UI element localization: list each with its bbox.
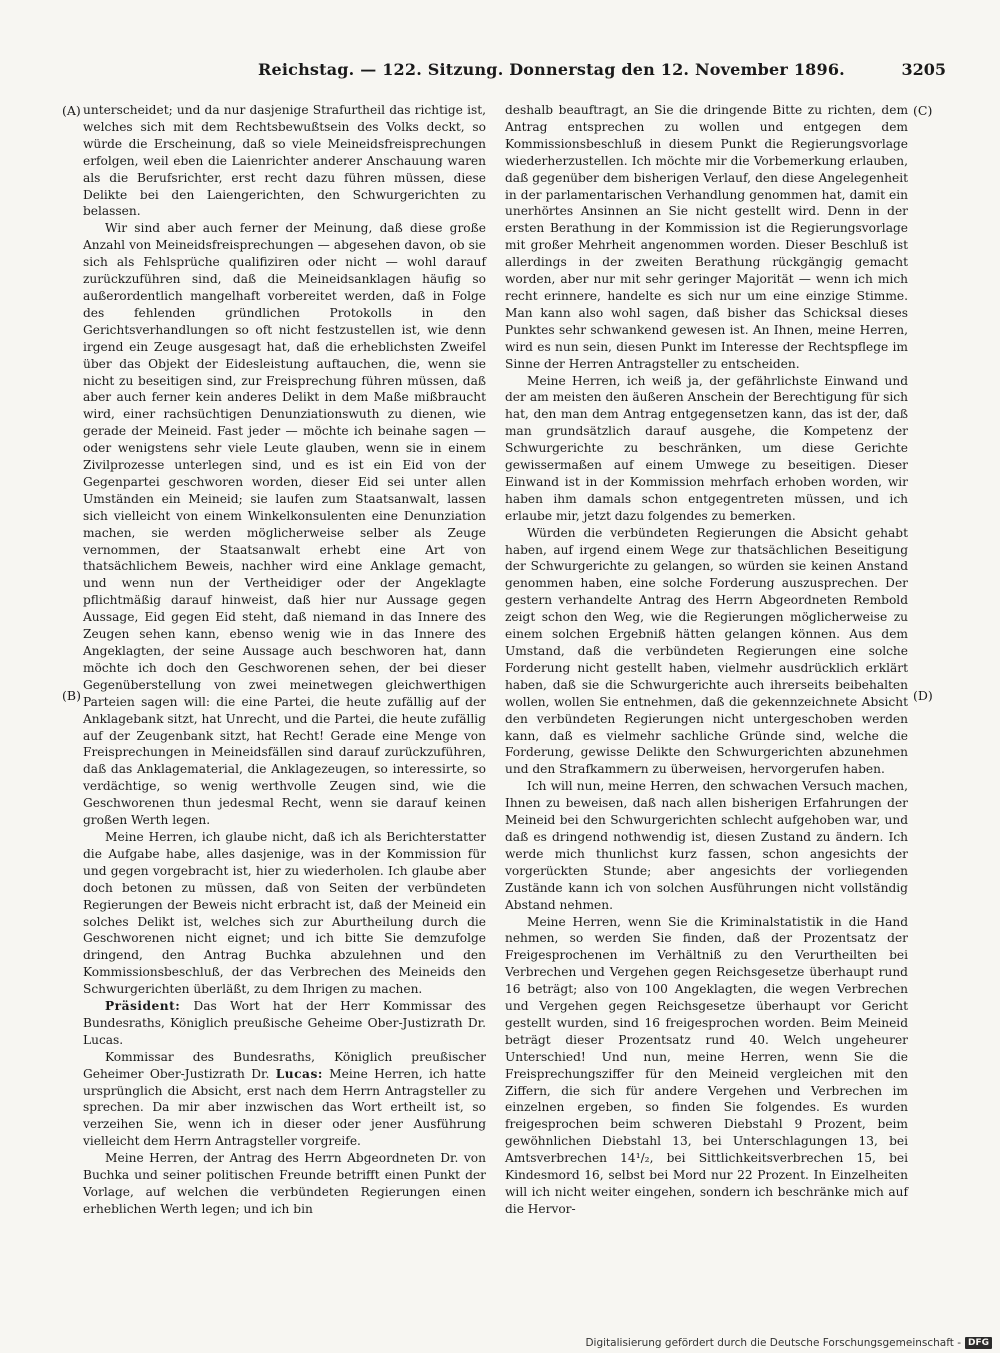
speaker-name: Präsident: [105, 999, 181, 1014]
paragraph: Meine Herren, wenn Sie die Kriminalstatistik in die Hand nehmen, so werden Sie finden, daß der Prozentsatz der Freigesprochenen im Verhältniß zu den Verurtheilten bei Verbrechen und Vergehen gegen Reichsgesetze überhaupt rund 16 beträgt; also von 100 Angeklagten, die wegen Verbrechen und Vergehen gegen Reichsgesetze überhaupt vor Gericht gestellt wurden, sind 16 freigesprochen worden. Beim Meineid beträgt dieser Prozentsatz rund 40. Welch ungeheurer Unterschied! Und nun, meine Herren, wenn Sie die Freisprechungsziffer für den Meineid vergleichen mit den Ziffern, die sich für andere Vergehen und Verbrechen im einzelnen ergeben, so finden Sie folgendes. Es wurden freigesprochen beim schweren Diebstahl 9 Prozent, beim gewöhnlichen Diebstahl 13, bei Unterschlagungen 13, bei Amtsverbrechen 14¹/₂, bei Sittlichkeitsverbrechen 15, bei Kindesmord 16, selbst bei Mord nur 22 Prozent. In Einzelheiten will ich nicht weiter eingehen, sondern ich beschränke mich auf die Hervor- [505, 914, 908, 1216]
speech-text: Meine Herren, ich hatte ursprünglich die Absicht, erst nach dem Herrn Antragsteller zu sprechen. Da mir aber inzwischen das Wort ertheilt ist, so verzeihen Sie, wenn ich in dieser oder jener Ausführung vielleicht dem Herrn Antragsteller vorgreife. [83, 1066, 487, 1149]
paragraph: Meine Herren, ich glaube nicht, daß ich als Berichterstatter die Aufgabe habe, alles dasjenige, was in der Kommission für und gegen vorgebracht ist, hier zu wiederholen. Ich glaube aber doch betonen zu müssen, daß von Seiten der verbündeten Regierungen der Beweis nicht erbracht ist, daß der Meineid ein solches Delikt ist, welches sich zur Aburtheilung durch die Geschworenen nicht eignet; und ich bitte Sie demzufolge dringend, den Antrag Buchka abzulehnen und den Kommissionsbeschluß, der das Verbrechen des Meineids den Schwurgerichten überläßt, zu dem Ihrigen zu machen. [83, 829, 486, 997]
running-title: Reichstag. — 122. Sitzung. Donnerstag den 12. November 1896. [258, 60, 845, 79]
dfg-logo: DFG [965, 1337, 992, 1349]
right-column [505, 102, 908, 1218]
paragraph: Meine Herren, ich weiß ja, der gefährlichste Einwand und der am meisten den äußeren Anschein der Berechtigung für sich hat, den man dem Antrag entgegensetzen kann, das ist der, daß man grundsätzlich darauf ausgehe, die Kompetenz der Schwurgerichte zu beschränken, um diese Gerichte gewissermaßen auf einem Umwege zu beseitigen. Dieser Einwand ist in der Kommission mehrfach erhoben worden, wir haben ihm damals schon entgegentreten müssen, und ich erlaube mir, jetzt dazu folgendes zu bemerken. [505, 373, 908, 523]
speaker-name: Lucas: [275, 1066, 323, 1081]
margin-marker-b: (B) [62, 688, 81, 703]
paragraph: Ich will nun, meine Herren, den schwachen Versuch machen, Ihnen zu beweisen, daß nach allen bisherigen Erfahrungen der Meineid bei den Schwurgerichten schlecht aufgehoben war, und daß es dringend nothwendig ist, diesen Zustand zu ändern. Ich werde mich thunlichst kurz fassen, schon angesichts der vorgerückten Stunde; aber angesichts der vorliegenden Zustände kann ich von solchen Ausführungen nicht vollständig Abstand nehmen. [505, 779, 908, 912]
paragraph: Meine Herren, der Antrag des Herrn Abgeordneten Dr. von Buchka und seiner politischen Freunde betrifft einen Punkt der Vorlage, auf welchen die verbündeten Regierungen einen erheblichen Werth legen; und ich bin [83, 1151, 486, 1216]
speech-text: Das Wort hat der Herr Kommissar des Bundesraths, Königlich preußische Geheime Ober-Justizrath Dr. Lucas. [83, 999, 487, 1047]
footer-credit [585, 1337, 992, 1349]
left-column [83, 102, 486, 1218]
president-paragraph [83, 998, 486, 1049]
page-number: 3205 [901, 60, 946, 79]
paragraph: unterscheidet; und da nur dasjenige Strafurtheil das richtige ist, welches sich mit dem Rechtsbewußtsein des Volks deckt, so würde die Erscheinung, daß so viele Meineidsfreisprechungen erfolgen, weil eben die Laienrichter anderer Anschauung waren als die Berufsrichter, erst recht dazu führen müssen, diese Delikte bei den Laiengerichten, den Schwurgerichten zu belassen. [83, 103, 486, 219]
margin-marker-d: (D) [913, 688, 933, 703]
paragraph: Wir sind aber auch ferner der Meinung, daß diese große Anzahl von Meineidsfreisprechungen — abgesehen davon, ob sie sich als Fehlsprüche qualifiziren oder nicht — wohl darauf zurückzuführen sind, daß die Meineidsanklagen häufig so außerordentlich mangelhaft vorbereitet werden, daß in Folge des fehlenden gründlichen Protokolls in den Gerichtsverhandlungen so oft nicht festzustellen ist, wie denn irgend ein Zeuge ausgesagt hat, daß die erheblichsten Zweifel über das Objekt der Eidesleistung auftauchen, die, wenn sie nicht zu beseitigen sind, zur Freisprechung führen müssen, daß aber auch ferner kein anderes Delikt in dem Maße mißbraucht wird, einer rachsüchtigen Denunziationswuth zu dienen, wie gerade der Meineid. Fast jeder — möchte ich beinahe sagen — oder wenigstens sehr viele Leute glauben, wenn sie in einem Zivilprozesse unterlegen sind, und es ist ein Eid von der Gegenpartei geschworen worden, dieser Eid sei unter allen Umständen ein Meineid; sie laufen zum Staatsanwalt, lassen sich vielleicht von einem Winkelkonsulenten eine Denunziation machen, sie werden möglicherweise selber als Zeuge vernommen, der Staatsanwalt erhebt eine Art von thatsächlichem Beweis, nachher wird eine Anklage gemacht, und wenn nun der Vertheidiger oder der Angeklagte pflichtmäßig darauf hinweist, daß hier nur Aussage gegen Aussage, Eid gegen Eid steht, daß niemand in das Innere des Zeugen sehen kann, ebenso wenig wie in das Innere des Angeklagten, der seine Aussage auch beschworen hat, dann möchte ich doch den Geschworenen sehen, der bei dieser Gegenüberstellung von zwei meinetwegen gleichwerthigen Parteien sagen will: die eine Partei, die heute zufällig auf der Anklagebank sitzt, hat Unrecht, und die Partei, die heute zufällig auf der Zeugenbank sitzt, hat Recht! Gerade eine Menge von Freisprechungen in Meineidsfällen sind darauf zurückzuführen, daß das Anklagematerial, die Anklagezeugen, so interessirte, so verdächtige, so wenig werthvolle Zeugen sind, wie die Geschworenen thun jedesmal Recht, wenn sie darauf keinen großen Werth legen. [83, 221, 486, 828]
margin-marker-c: (C) [913, 103, 933, 118]
page-header [0, 60, 1000, 84]
speaker-title: Kommissar des Bundesraths, Königlich preußischer Geheimer Ober-Justizrath Dr. [83, 1049, 486, 1081]
footer-text: Digitalisierung gefördert durch die Deutsche Forschungsgemeinschaft - [585, 1337, 961, 1349]
paragraph: Würden die verbündeten Regierungen die Absicht gehabt haben, auf irgend einem Wege zur thatsächlichen Beseitigung der Schwurgerichte zu gelangen, so würden sie keinen Anstand genommen haben, eine solche Forderung auszusprechen. Der gestern verhandelte Antrag des Herrn Abgeordneten Rembold zeigt schon den Weg, wie die Regierungen möglicherweise zu einem solchen Ergebniß hätten gelangen können. Aus dem Umstand, daß die verbündeten Regierungen eine solche Forderung nicht gestellt haben, vielmehr ausdrücklich erklärt haben, daß sie die Schwurgerichte auch ihrerseits beibehalten wollen, wollen Sie entnehmen, daß die gekennzeichnete Absicht den verbündeten Regierungen nicht untergeschoben werden kann, daß es vielmehr sachliche Gründe sind, welche die Forderung, gewisse Delikte den Schwurgerichten abzunehmen und den Strafkammern zu überweisen, hervorgerufen haben. [505, 525, 908, 777]
commissar-paragraph [83, 1049, 486, 1150]
paragraph: deshalb beauftragt, an Sie die dringende Bitte zu richten, dem Antrag entsprechen zu wollen und entgegen dem Kommissionsbeschluß in diesem Punkt die Regierungsvorlage wiederherzustellen. Ich möchte mir die Vorbemerkung erlauben, daß gegenüber dem bisherigen Verlauf, den diese Angelegenheit in der parlamentarischen Verhandlung genommen hat, damit ein unerhörtes Ansinnen an Sie nicht gestellt wird. Denn in der ersten Berathung in der Kommission ist die Regierungsvorlage mit großer Mehrheit angenommen worden. Dieser Beschluß ist allerdings in der zweiten Berathung rückgängig gemacht worden, aber nur mit sehr geringer Majorität — wenn ich mich recht erinnere, handelte es sich nur um eine einzige Stimme. Man kann also wohl sagen, daß bisher das Schicksal dieses Punktes sehr schwankend gewesen ist. An Ihnen, meine Herren, wird es nun sein, diesen Punkt im Interesse der Rechtspflege im Sinne der Herren Antragsteller zu entscheiden. [505, 103, 908, 371]
margin-marker-a: (A) [62, 103, 81, 118]
